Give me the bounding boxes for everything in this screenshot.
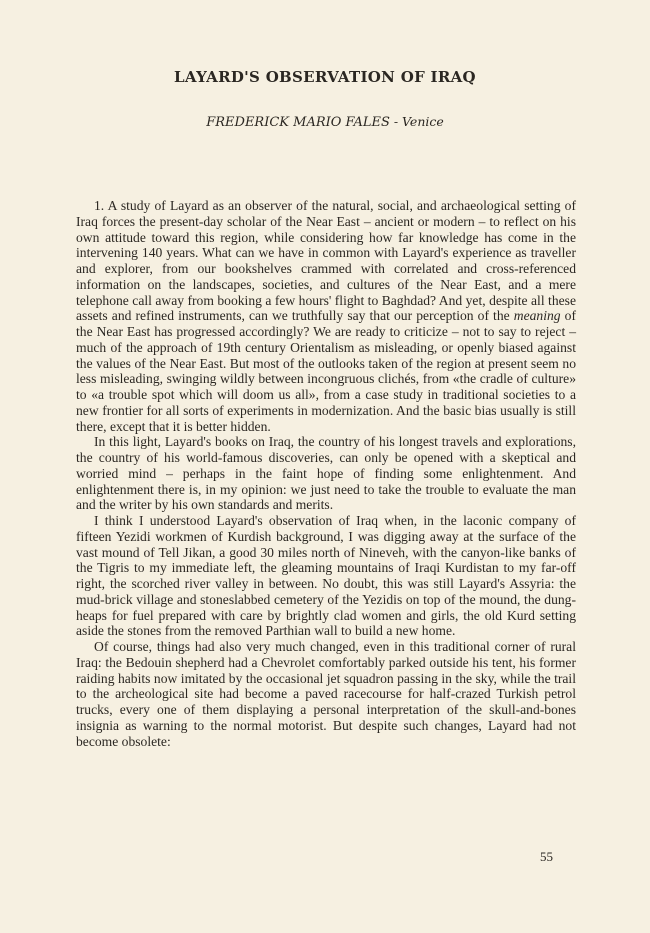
page-number: 55 (540, 849, 553, 864)
paragraph-2: In this light, Layard's books on Iraq, the country of his longest travels and explorations, the country of his world-famous discoveries, can only be opened with a skeptical and worried mind – perhaps in the faint hope of finding some enlightenment. And enlightenment there is, in my opinion: we just need to take the trouble to evaluate the man and the writer by his own standards and merits. (76, 434, 576, 513)
article-title: LAYARD'S OBSERVATION OF IRAQ (174, 68, 476, 86)
author-affiliation: Venice (402, 114, 444, 129)
paragraph-4: Of course, things had also very much changed, even in this traditional corner of rural Iraq: the Bedouin shepherd had a Chevrolet comfortably parked outside his tent, his former raiding habits now imitated by the occasional jet squadron passing in the sky, while the trail to the archeological site had become a paved racecourse for half-crazed Turkish petrol trucks, every one of them displaying a personal interpretation of the skull-and-bones insignia as warning to the normal motorist. But despite such changes, Layard had not become obsolete: (76, 639, 576, 749)
paragraph-1-part-a: 1. A study of Layard as an observer of the natural, social, and archaeological setting of Iraq forces the present-day scholar of the Near East – ancient or modern – to reflect on his own attitude toward this region, while considering how far knowledge has come in the intervening 140 years. What can we have in common with Layard's experience as traveller and explorer, from our bookshelves crammed with correlated and cross-referenced information on the landscapes, societies, and cultures of the Near East, and a mere telephone call away from booking a few hours' flight to Baghdad? And yet, despite all these assets and refined instruments, can we truthfully say that our perception of the (76, 198, 576, 324)
paragraph-3: I think I understood Layard's observation of Iraq when, in the laconic company of fifteen Yezidi workmen of Kurdish background, I was digging away at the surface of the vast mound of Tell Jikan, a good 30 miles north of Nineveh, with the canyon-like banks of the Tigris to my immediate left, the gleaming mountains of Iraqi Kurdistan to my far-off right, the scorched river valley in between. No doubt, this was still Layard's Assyria: the mud-brick village and stoneslabbed cemetery of the Yezidis on top of the mound, the dung-heaps for fuel prepared with care by brightly clad women and girls, the old Kurd setting aside the stones from the removed Parthian wall to build a new home. (76, 513, 576, 639)
author-separator: - (389, 114, 403, 129)
emphasis-meaning: meaning (513, 308, 561, 324)
author-name: FREDERICK MARIO FALES (206, 115, 390, 130)
paragraph-1-part-b: of the Near East has progressed accordingly? We are ready to criticize – not to say to reject – much of the approach of 19th century Orientalism as misleading, or openly biased against the values of the Near East. But most of the outlooks taken of the region at present seem no less misleading, swinging wildly between incongruous clichés, from «the cradle of culture» to «a trouble spot which will doom us all», from a case study in traditional societies to a new frontier for all sorts of experiments in modernization. And the basic bias usually is still there, except that it is better hidden. (76, 308, 576, 434)
article-body (76, 198, 576, 749)
paragraph-1 (76, 198, 576, 434)
author-line (0, 114, 650, 130)
